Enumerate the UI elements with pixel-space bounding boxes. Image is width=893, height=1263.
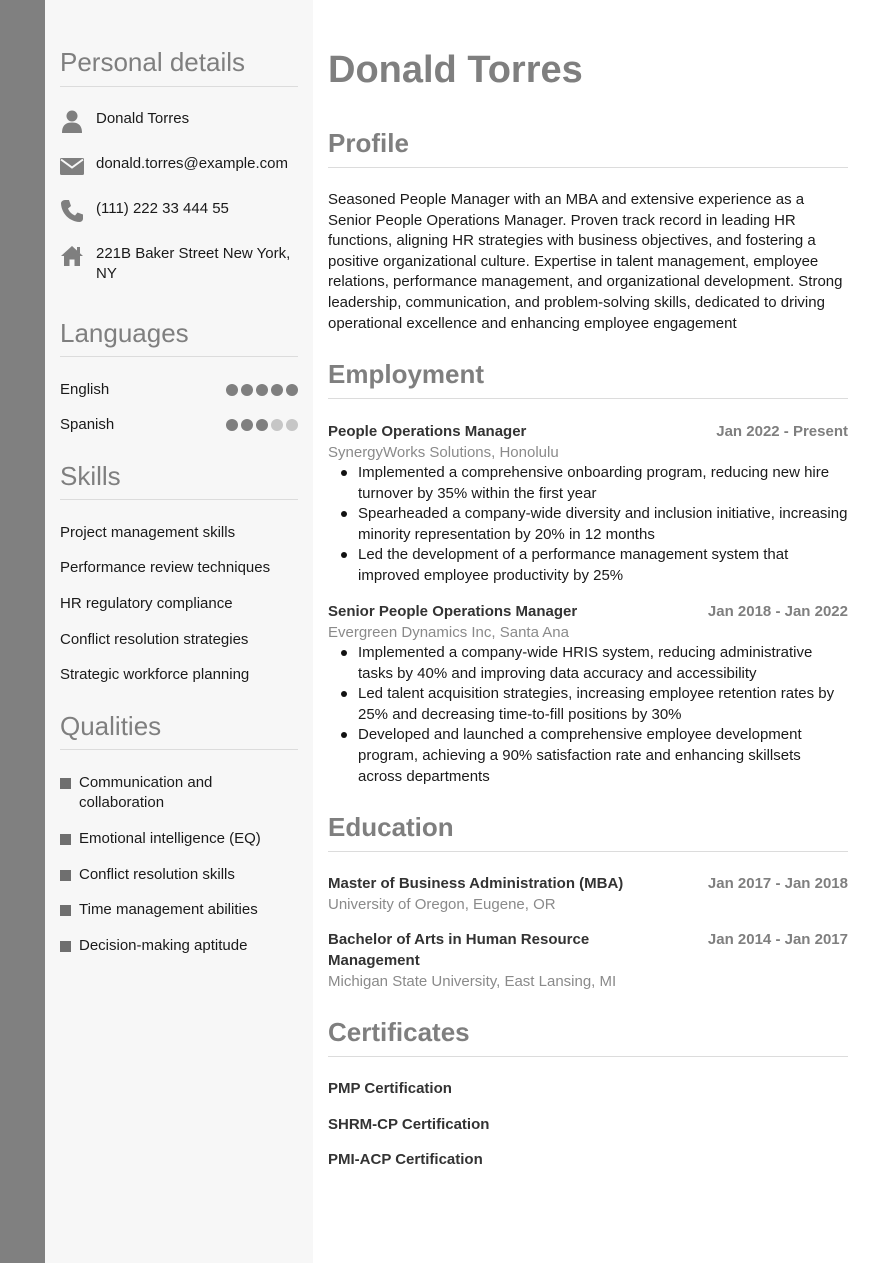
skills-heading: Skills	[60, 461, 121, 491]
languages-divider	[60, 356, 298, 357]
job-organization: SynergyWorks Solutions, Honolulu	[328, 444, 559, 461]
certificates-heading: Certificates	[328, 1017, 470, 1047]
skill-item: HR regulatory compliance	[60, 595, 233, 612]
language-level-dots	[226, 419, 298, 431]
level-dot-filled	[241, 384, 253, 396]
job-achievements-list	[328, 643, 848, 787]
list-item: Implemented a comprehensive onboarding program, reducing new hire turnover by 35% within the first year	[328, 463, 848, 504]
profile-heading: Profile	[328, 128, 409, 158]
employment-heading: Employment	[328, 359, 485, 389]
language-name: Spanish	[60, 416, 115, 433]
level-dot-filled	[226, 384, 238, 396]
level-dot-empty	[271, 419, 283, 431]
certificate-item: PMI-ACP Certification	[328, 1151, 483, 1168]
list-item: Led talent acquisition strategies, increasing employee retention rates by 25% and decreasing time-to-fill positions by 30%	[328, 684, 848, 725]
job-title: People Operations Manager	[328, 423, 527, 440]
square-bullet-icon	[60, 778, 71, 789]
envelope-icon	[60, 154, 84, 178]
left-accent-stripe	[0, 0, 45, 1263]
resume-name: Donald Torres	[328, 49, 583, 91]
phone-icon	[60, 199, 84, 223]
quality-text: Decision-making aptitude	[79, 937, 248, 954]
profile-divider	[328, 167, 848, 168]
languages-heading: Languages	[60, 318, 189, 348]
level-dot-filled	[241, 419, 253, 431]
qualities-heading: Qualities	[60, 711, 162, 741]
quality-text: Time management abilities	[79, 901, 258, 918]
level-dot-filled	[226, 419, 238, 431]
education-divider	[328, 851, 848, 852]
job-achievements-list	[328, 463, 848, 587]
education-school: University of Oregon, Eugene, OR	[328, 896, 556, 913]
personal-phone: (111) 222 33 444 55	[96, 200, 229, 217]
education-degree: Bachelor of Arts in Human Resource Management	[328, 931, 590, 969]
level-dot-filled	[271, 384, 283, 396]
skills-divider	[60, 499, 298, 500]
employment-divider	[328, 398, 848, 399]
skill-item: Performance review techniques	[60, 559, 271, 576]
list-item: Led the development of a performance management system that improved employee productivity by 25%	[328, 545, 848, 586]
language-row-english	[60, 380, 298, 400]
list-item: Implemented a company-wide HRIS system, reducing administrative tasks by 40% and improving data accuracy and accessibility	[328, 643, 848, 684]
sidebar	[45, 0, 313, 1263]
education-date: Jan 2017 - Jan 2018	[707, 875, 848, 892]
personal-details-divider	[60, 86, 298, 87]
quality-text: Communication and collaboration	[79, 774, 213, 811]
certificates-divider	[328, 1056, 848, 1057]
certificate-item: PMP Certification	[328, 1080, 452, 1097]
list-item: Spearheaded a company-wide diversity and inclusion initiative, increasing minority representation by 20% in 12 months	[328, 504, 848, 545]
skill-item: Project management skills	[60, 524, 236, 541]
square-bullet-icon	[60, 941, 71, 952]
square-bullet-icon	[60, 834, 71, 845]
personal-email[interactable]: donald.torres@example.com	[96, 155, 288, 172]
personal-address: 221B Baker Street New York, NY	[96, 245, 291, 282]
level-dot-filled	[256, 419, 268, 431]
skill-item: Conflict resolution strategies	[60, 631, 249, 648]
education-heading: Education	[328, 812, 454, 842]
job-organization: Evergreen Dynamics Inc, Santa Ana	[328, 624, 569, 641]
list-item: Developed and launched a comprehensive employee development program, achieving a 90% satisfaction rate and enhancing skillsets across departments	[328, 725, 848, 787]
job-date: Jan 2022 - Present	[716, 423, 848, 440]
level-dot-filled	[286, 384, 298, 396]
profile-summary: Seasoned People Manager with an MBA and extensive experience as a Senior People Operations Manager. Proven track record in leading HR functions, aligning HR strategies with business objectives, and fostering a positive organizational culture. Expertise in talent management, employee relations, performance management, and organizational development. Strong leadership, communication, and problem-solving skills, dedicated to driving operational excellence and enhancing employee engagement	[328, 191, 843, 332]
language-level-dots	[226, 384, 298, 396]
personal-details-heading: Personal details	[60, 47, 245, 77]
level-dot-empty	[286, 419, 298, 431]
qualities-divider	[60, 749, 298, 750]
personal-details-section	[60, 43, 245, 81]
square-bullet-icon	[60, 905, 71, 916]
home-icon	[60, 244, 84, 268]
user-icon	[60, 109, 84, 133]
quality-text: Emotional intelligence (EQ)	[79, 830, 261, 847]
skill-item: Strategic workforce planning	[60, 666, 250, 683]
job-title: Senior People Operations Manager	[328, 603, 578, 620]
quality-text: Conflict resolution skills	[79, 866, 235, 883]
education-date: Jan 2014 - Jan 2017	[707, 931, 848, 948]
personal-name: Donald Torres	[96, 110, 190, 127]
language-row-spanish	[60, 415, 298, 435]
square-bullet-icon	[60, 870, 71, 881]
language-name: English	[60, 381, 110, 398]
certificate-item: SHRM-CP Certification	[328, 1116, 490, 1133]
education-school: Michigan State University, East Lansing, MI	[328, 973, 617, 990]
level-dot-filled	[256, 384, 268, 396]
job-date: Jan 2018 - Jan 2022	[707, 603, 848, 620]
education-degree: Master of Business Administration (MBA)	[328, 875, 624, 892]
